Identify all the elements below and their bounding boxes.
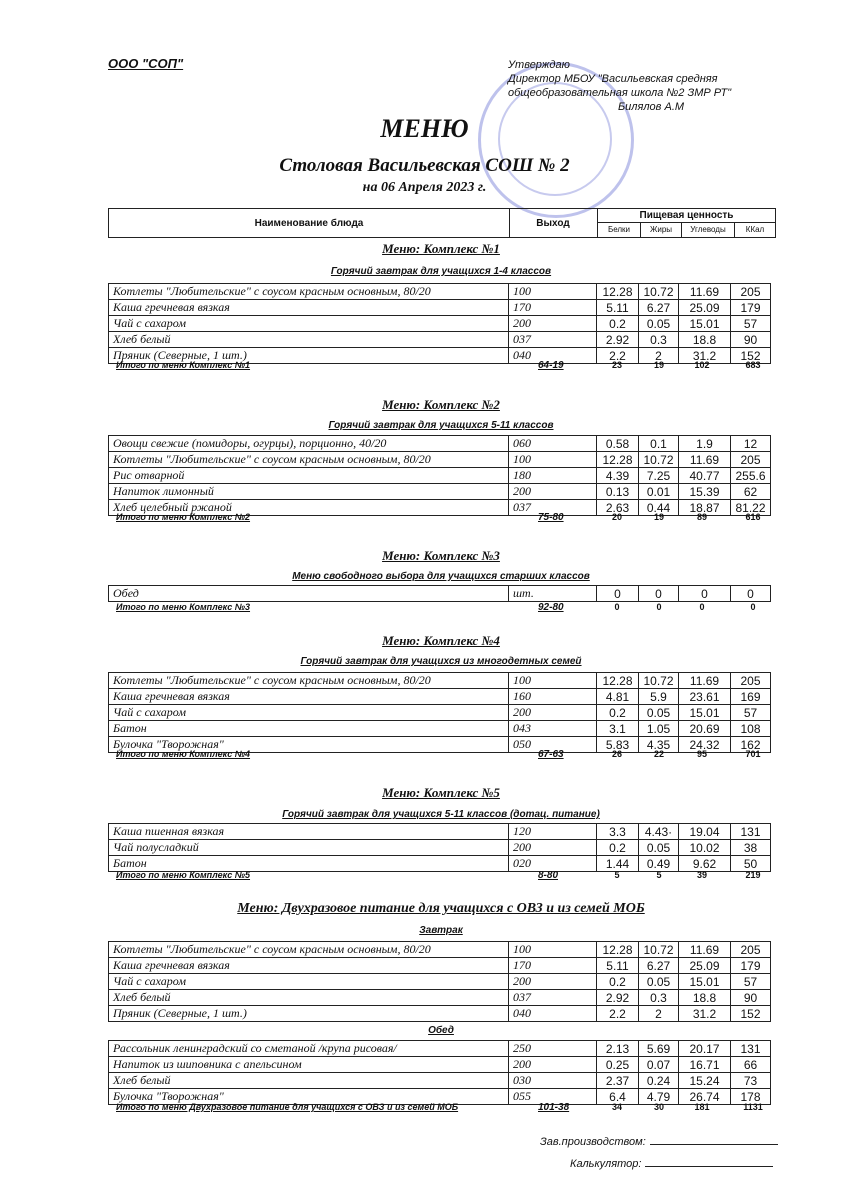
header-dish: Наименование блюда	[109, 209, 510, 237]
dish-name: Котлеты "Любительские" с соусом красным основным, 80/20	[109, 942, 509, 958]
carbs-value: 15.01	[679, 316, 731, 332]
table-row	[109, 332, 771, 348]
header-kcal: ККал	[745, 225, 765, 234]
kcal-value: 62	[731, 484, 771, 500]
table-row	[109, 990, 771, 1006]
section-title: Меню: Двухразовое питание для учащихся с ОВЗ и из семей МОБ	[237, 901, 645, 916]
approval-line3: общеобразовательная школа №2 ЗМР РТ"	[508, 87, 732, 99]
dish-output: 200	[509, 1057, 597, 1073]
fat-value: 0.49	[639, 856, 679, 872]
kcal-value: 205	[731, 452, 771, 468]
total-label: Итого по меню Комплекс №5	[116, 870, 251, 880]
menu-table	[108, 672, 771, 753]
carbs-value: 31.2	[679, 1006, 731, 1022]
header-output: Выход	[509, 209, 598, 237]
calculator-signature	[570, 1158, 773, 1170]
total-label: Итого по меню Комплекс №4	[116, 749, 251, 759]
table-row	[109, 300, 771, 316]
carbs-value: 20.17	[679, 1041, 731, 1057]
fat-value: 0.44	[639, 500, 679, 516]
carbs-value: 25.09	[679, 300, 731, 316]
dish-output: шт.	[509, 586, 597, 602]
dish-name: Хлеб целебный ржаной	[109, 500, 509, 516]
section-subtitle: Завтрак	[419, 925, 463, 936]
total-c: 39	[696, 870, 707, 880]
protein-value: 2.92	[597, 332, 639, 348]
dish-output: 120	[509, 824, 597, 840]
page-title: МЕНЮ	[380, 114, 469, 143]
section-title: Меню: Комплекс №1	[382, 241, 500, 256]
total-p: 20	[611, 512, 622, 522]
dish-output: 200	[509, 840, 597, 856]
kcal-value: 38	[731, 840, 771, 856]
total-price: 92-80	[538, 602, 564, 613]
dish-name: Котлеты "Любительские" с соусом красным основным, 80/20	[109, 452, 509, 468]
protein-value: 3.1	[597, 721, 639, 737]
total-p: 34	[611, 1102, 622, 1112]
carbs-value: 10.02	[679, 840, 731, 856]
dish-name: Хлеб белый	[109, 1073, 509, 1089]
total-price: 75-80	[538, 512, 564, 523]
total-price: 67-63	[538, 749, 564, 760]
protein-value: 5.11	[597, 300, 639, 316]
carbs-value: 11.69	[679, 284, 731, 300]
total-f: 0	[656, 602, 662, 612]
total-f: 30	[653, 1102, 664, 1112]
protein-value: 2.2	[597, 348, 639, 364]
dish-name: Напиток из шиповника с апельсином	[109, 1057, 509, 1073]
dish-output: 200	[509, 316, 597, 332]
total-c: 95	[696, 749, 707, 759]
dish-output: 250	[509, 1041, 597, 1057]
fat-value: 6.27	[639, 958, 679, 974]
section-total	[0, 512, 849, 526]
kcal-value: 131	[731, 1041, 771, 1057]
protein-value: 0.2	[597, 316, 639, 332]
dish-output: 040	[509, 1006, 597, 1022]
dish-name: Котлеты "Любительские" с соусом красным основным, 80/20	[109, 284, 509, 300]
dish-output: 100	[509, 284, 597, 300]
kcal-value: 57	[731, 974, 771, 990]
carbs-value: 18.8	[679, 990, 731, 1006]
protein-value: 0.2	[597, 840, 639, 856]
dish-name: Рассольник ленинградский со сметаной /крупа рисовая/	[109, 1041, 509, 1057]
company-name: ООО "СОП"	[108, 56, 184, 71]
table-row	[109, 824, 771, 840]
dish-output: 100	[509, 452, 597, 468]
carbs-value: 23.61	[679, 689, 731, 705]
dish-output: 030	[509, 1073, 597, 1089]
section-total	[0, 1102, 849, 1116]
fat-value: 10.72	[639, 673, 679, 689]
fat-value: 4.79	[639, 1089, 679, 1105]
kcal-value: 66	[731, 1057, 771, 1073]
protein-value: 4.81	[597, 689, 639, 705]
table-row	[109, 1006, 771, 1022]
kcal-value: 152	[731, 1006, 771, 1022]
dish-name: Каша гречневая вязкая	[109, 958, 509, 974]
dish-name: Батон	[109, 856, 509, 872]
total-p: 0	[614, 602, 620, 612]
fat-value: 0.07	[639, 1057, 679, 1073]
carbs-value: 9.62	[679, 856, 731, 872]
table-header	[108, 208, 776, 238]
header-carbs: Углеводы	[682, 223, 735, 237]
total-p: 26	[611, 749, 622, 759]
menu-table	[108, 283, 771, 364]
dish-name: Пряник (Северные, 1 шт.)	[109, 1006, 509, 1022]
dish-name: Обед	[109, 586, 509, 602]
section-subtitle: Обед	[428, 1025, 454, 1036]
menu-table	[108, 435, 771, 516]
section-subtitle: Горячий завтрак для учащихся 5-11 классов	[328, 420, 554, 431]
dish-name: Каша гречневая вязкая	[109, 689, 509, 705]
fat-value: 0.05	[639, 840, 679, 856]
dish-output: 037	[509, 500, 597, 516]
kcal-value: 81.22	[731, 500, 771, 516]
dish-output: 200	[509, 484, 597, 500]
dish-output: 100	[509, 942, 597, 958]
dish-output: 060	[509, 436, 597, 452]
section-title: Меню: Комплекс №4	[382, 633, 500, 648]
protein-value: 1.44	[597, 856, 639, 872]
kcal-value: 178	[731, 1089, 771, 1105]
total-f: 5	[656, 870, 662, 880]
dish-output: 037	[509, 990, 597, 1006]
fat-value: 6.27	[639, 300, 679, 316]
section-title: Меню: Комплекс №3	[382, 548, 500, 563]
total-price: 64-19	[538, 360, 564, 371]
protein-value: 2.37	[597, 1073, 639, 1089]
approval-line2: Директор МБОУ "Васильевская средняя	[508, 73, 718, 85]
table-row	[109, 705, 771, 721]
protein-value: 3.3	[597, 824, 639, 840]
carbs-value: 0	[679, 586, 731, 602]
total-f: 19	[653, 512, 664, 522]
producer-label: Зав.производством:	[540, 1136, 646, 1148]
protein-value: 0.2	[597, 705, 639, 721]
fat-value: 5.9	[639, 689, 679, 705]
dish-name: Хлеб белый	[109, 990, 509, 1006]
kcal-value: 0	[731, 586, 771, 602]
protein-value: 12.28	[597, 942, 639, 958]
section-subtitle: Горячий завтрак для учащихся 5-11 классов (дотац. питание)	[282, 809, 600, 820]
dish-output: 160	[509, 689, 597, 705]
total-p: 23	[611, 360, 622, 370]
carbs-value: 15.01	[679, 974, 731, 990]
kcal-value: 12	[731, 436, 771, 452]
carbs-value: 16.71	[679, 1057, 731, 1073]
kcal-value: 205	[731, 942, 771, 958]
dish-name: Напиток лимонный	[109, 484, 509, 500]
dish-output: 100	[509, 673, 597, 689]
menu-table	[108, 941, 771, 1022]
dish-output: 043	[509, 721, 597, 737]
total-label: Итого по меню Комплекс №3	[116, 602, 251, 612]
kcal-value: 73	[731, 1073, 771, 1089]
dish-name: Рис отварной	[109, 468, 509, 484]
carbs-value: 11.69	[679, 673, 731, 689]
fat-value: 0.3	[639, 990, 679, 1006]
dish-name: Булочка "Творожная"	[109, 1089, 509, 1105]
kcal-value: 162	[731, 737, 771, 753]
dish-output: 040	[509, 348, 597, 364]
table-row	[109, 689, 771, 705]
protein-value: 12.28	[597, 673, 639, 689]
total-label: Итого по меню Комплекс №1	[116, 360, 251, 370]
dish-name: Хлеб белый	[109, 332, 509, 348]
carbs-value: 15.39	[679, 484, 731, 500]
fat-value: 10.72	[639, 452, 679, 468]
dish-name: Каша пшенная вязкая	[109, 824, 509, 840]
kcal-value: 169	[731, 689, 771, 705]
fat-value: 0.05	[639, 705, 679, 721]
fat-value: 1.05	[639, 721, 679, 737]
kcal-value: 179	[731, 958, 771, 974]
carbs-value: 15.24	[679, 1073, 731, 1089]
approval-line1: Утверждаю	[508, 59, 570, 71]
fat-value: 4.43·	[639, 824, 679, 840]
dish-output: 200	[509, 705, 597, 721]
header-protein: Белки	[598, 223, 641, 237]
carbs-value: 19.04	[679, 824, 731, 840]
protein-value: 4.39	[597, 468, 639, 484]
fat-value: 7.25	[639, 468, 679, 484]
table-row	[109, 316, 771, 332]
table-row	[109, 958, 771, 974]
protein-value: 2.63	[597, 500, 639, 516]
menu-table	[108, 823, 771, 872]
fat-value: 0.3	[639, 332, 679, 348]
carbs-value: 25.09	[679, 958, 731, 974]
table-row	[109, 468, 771, 484]
approval-signer: Билялов А.М	[618, 101, 685, 113]
protein-value: 2.2	[597, 1006, 639, 1022]
carbs-value: 18.87	[679, 500, 731, 516]
calculator-label: Калькулятор:	[570, 1158, 642, 1170]
section-total	[0, 749, 849, 763]
header-nutrition: Пищевая ценность	[598, 209, 775, 223]
protein-value: 12.28	[597, 452, 639, 468]
producer-signature	[540, 1136, 778, 1148]
fat-value: 0.24	[639, 1073, 679, 1089]
kcal-value: 50	[731, 856, 771, 872]
carbs-value: 1.9	[679, 436, 731, 452]
protein-value: 0.58	[597, 436, 639, 452]
dish-output: 055	[509, 1089, 597, 1105]
dish-output: 170	[509, 300, 597, 316]
protein-value: 0	[597, 586, 639, 602]
kcal-value: 90	[731, 990, 771, 1006]
kcal-value: 108	[731, 721, 771, 737]
dish-name: Батон	[109, 721, 509, 737]
protein-value: 0.2	[597, 974, 639, 990]
dish-name: Чай с сахаром	[109, 974, 509, 990]
table-row	[109, 284, 771, 300]
fat-value: 4.35	[639, 737, 679, 753]
fat-value: 0	[639, 586, 679, 602]
dish-name: Булочка "Творожная"	[109, 737, 509, 753]
kcal-value: 205	[731, 284, 771, 300]
total-c: 0	[699, 602, 705, 612]
carbs-value: 26.74	[679, 1089, 731, 1105]
protein-value: 2.13	[597, 1041, 639, 1057]
table-row	[109, 586, 771, 602]
fat-value: 10.72	[639, 284, 679, 300]
kcal-value: 205	[731, 673, 771, 689]
table-row	[109, 673, 771, 689]
total-label: Итого по меню Комплекс №2	[116, 512, 251, 522]
total-price: 8-80	[538, 870, 559, 881]
protein-value: 0.13	[597, 484, 639, 500]
fat-value: 0.05	[639, 316, 679, 332]
section-total	[0, 602, 849, 616]
kcal-value: 152	[731, 348, 771, 364]
total-price: 101-38	[538, 1102, 570, 1113]
menu-date: на 06 Апреля 2023 г.	[362, 180, 487, 195]
dish-output: 170	[509, 958, 597, 974]
table-row	[109, 1041, 771, 1057]
kcal-value: 90	[731, 332, 771, 348]
table-row	[109, 452, 771, 468]
kcal-value: 131	[731, 824, 771, 840]
dish-output: 180	[509, 468, 597, 484]
total-f: 19	[653, 360, 664, 370]
total-k: 616	[745, 512, 761, 522]
approval-block	[508, 58, 731, 114]
menu-table	[108, 585, 771, 602]
dish-output: 037	[509, 332, 597, 348]
fat-value: 0.01	[639, 484, 679, 500]
fat-value: 0.1	[639, 436, 679, 452]
carbs-value: 31.2	[679, 348, 731, 364]
table-row	[109, 974, 771, 990]
protein-value: 6.4	[597, 1089, 639, 1105]
header-fat: Жиры	[641, 223, 682, 237]
section-subtitle: Горячий завтрак для учащихся из многодетных семей	[300, 656, 582, 667]
total-k: 219	[745, 870, 761, 880]
page-subtitle: Столовая Васильевская СОШ № 2	[279, 155, 570, 176]
table-row	[109, 436, 771, 452]
table-row	[109, 1057, 771, 1073]
protein-value: 5.83	[597, 737, 639, 753]
fat-value: 5.69	[639, 1041, 679, 1057]
table-row	[109, 484, 771, 500]
table-row	[109, 942, 771, 958]
protein-value: 0.25	[597, 1057, 639, 1073]
fat-value: 2	[639, 348, 679, 364]
dish-output: 050	[509, 737, 597, 753]
table-row	[109, 840, 771, 856]
total-k: 0	[750, 602, 756, 612]
protein-value: 2.92	[597, 990, 639, 1006]
dish-name: Чай с сахаром	[109, 705, 509, 721]
dish-name: Чай с сахаром	[109, 316, 509, 332]
dish-name: Каша гречневая вязкая	[109, 300, 509, 316]
total-k: 1131	[743, 1102, 763, 1112]
kcal-value: 57	[731, 705, 771, 721]
section-subtitle: Меню свободного выбора для учащихся старших классов	[292, 571, 590, 582]
section-total	[0, 360, 849, 374]
carbs-value: 40.77	[679, 468, 731, 484]
kcal-value: 57	[731, 316, 771, 332]
dish-output: 020	[509, 856, 597, 872]
table-row	[109, 721, 771, 737]
carbs-value: 20.69	[679, 721, 731, 737]
section-title: Меню: Комплекс №2	[382, 397, 500, 412]
kcal-value: 179	[731, 300, 771, 316]
carbs-value: 15.01	[679, 705, 731, 721]
dish-name: Котлеты "Любительские" с соусом красным основным, 80/20	[109, 673, 509, 689]
fat-value: 10.72	[639, 942, 679, 958]
total-c: 181	[694, 1102, 710, 1112]
carbs-value: 11.69	[679, 942, 731, 958]
fat-value: 0.05	[639, 974, 679, 990]
carbs-value: 11.69	[679, 452, 731, 468]
total-k: 683	[745, 360, 761, 370]
dish-output: 200	[509, 974, 597, 990]
table-row	[109, 1073, 771, 1089]
section-total	[0, 870, 849, 884]
total-c: 102	[694, 360, 710, 370]
fat-value: 2	[639, 1006, 679, 1022]
total-k: 701	[745, 749, 761, 759]
kcal-value: 255.6	[731, 468, 771, 484]
protein-value: 12.28	[597, 284, 639, 300]
section-title: Меню: Комплекс №5	[382, 785, 500, 800]
total-c: 89	[696, 512, 707, 522]
menu-table	[108, 1040, 771, 1105]
protein-value: 5.11	[597, 958, 639, 974]
total-p: 5	[614, 870, 620, 880]
carbs-value: 24.32	[679, 737, 731, 753]
carbs-value: 18.8	[679, 332, 731, 348]
dish-name: Пряник (Северные, 1 шт.)	[109, 348, 509, 364]
dish-name: Овощи свежие (помидоры, огурцы), порционно, 40/20	[109, 436, 509, 452]
section-subtitle: Горячий завтрак для учащихся 1-4 классов	[330, 266, 552, 277]
total-f: 22	[653, 749, 664, 759]
total-label: Итого по меню Двухразовое питание для учащихся с ОВЗ и из семей МОБ	[116, 1102, 459, 1112]
dish-name: Чай полусладкий	[109, 840, 509, 856]
